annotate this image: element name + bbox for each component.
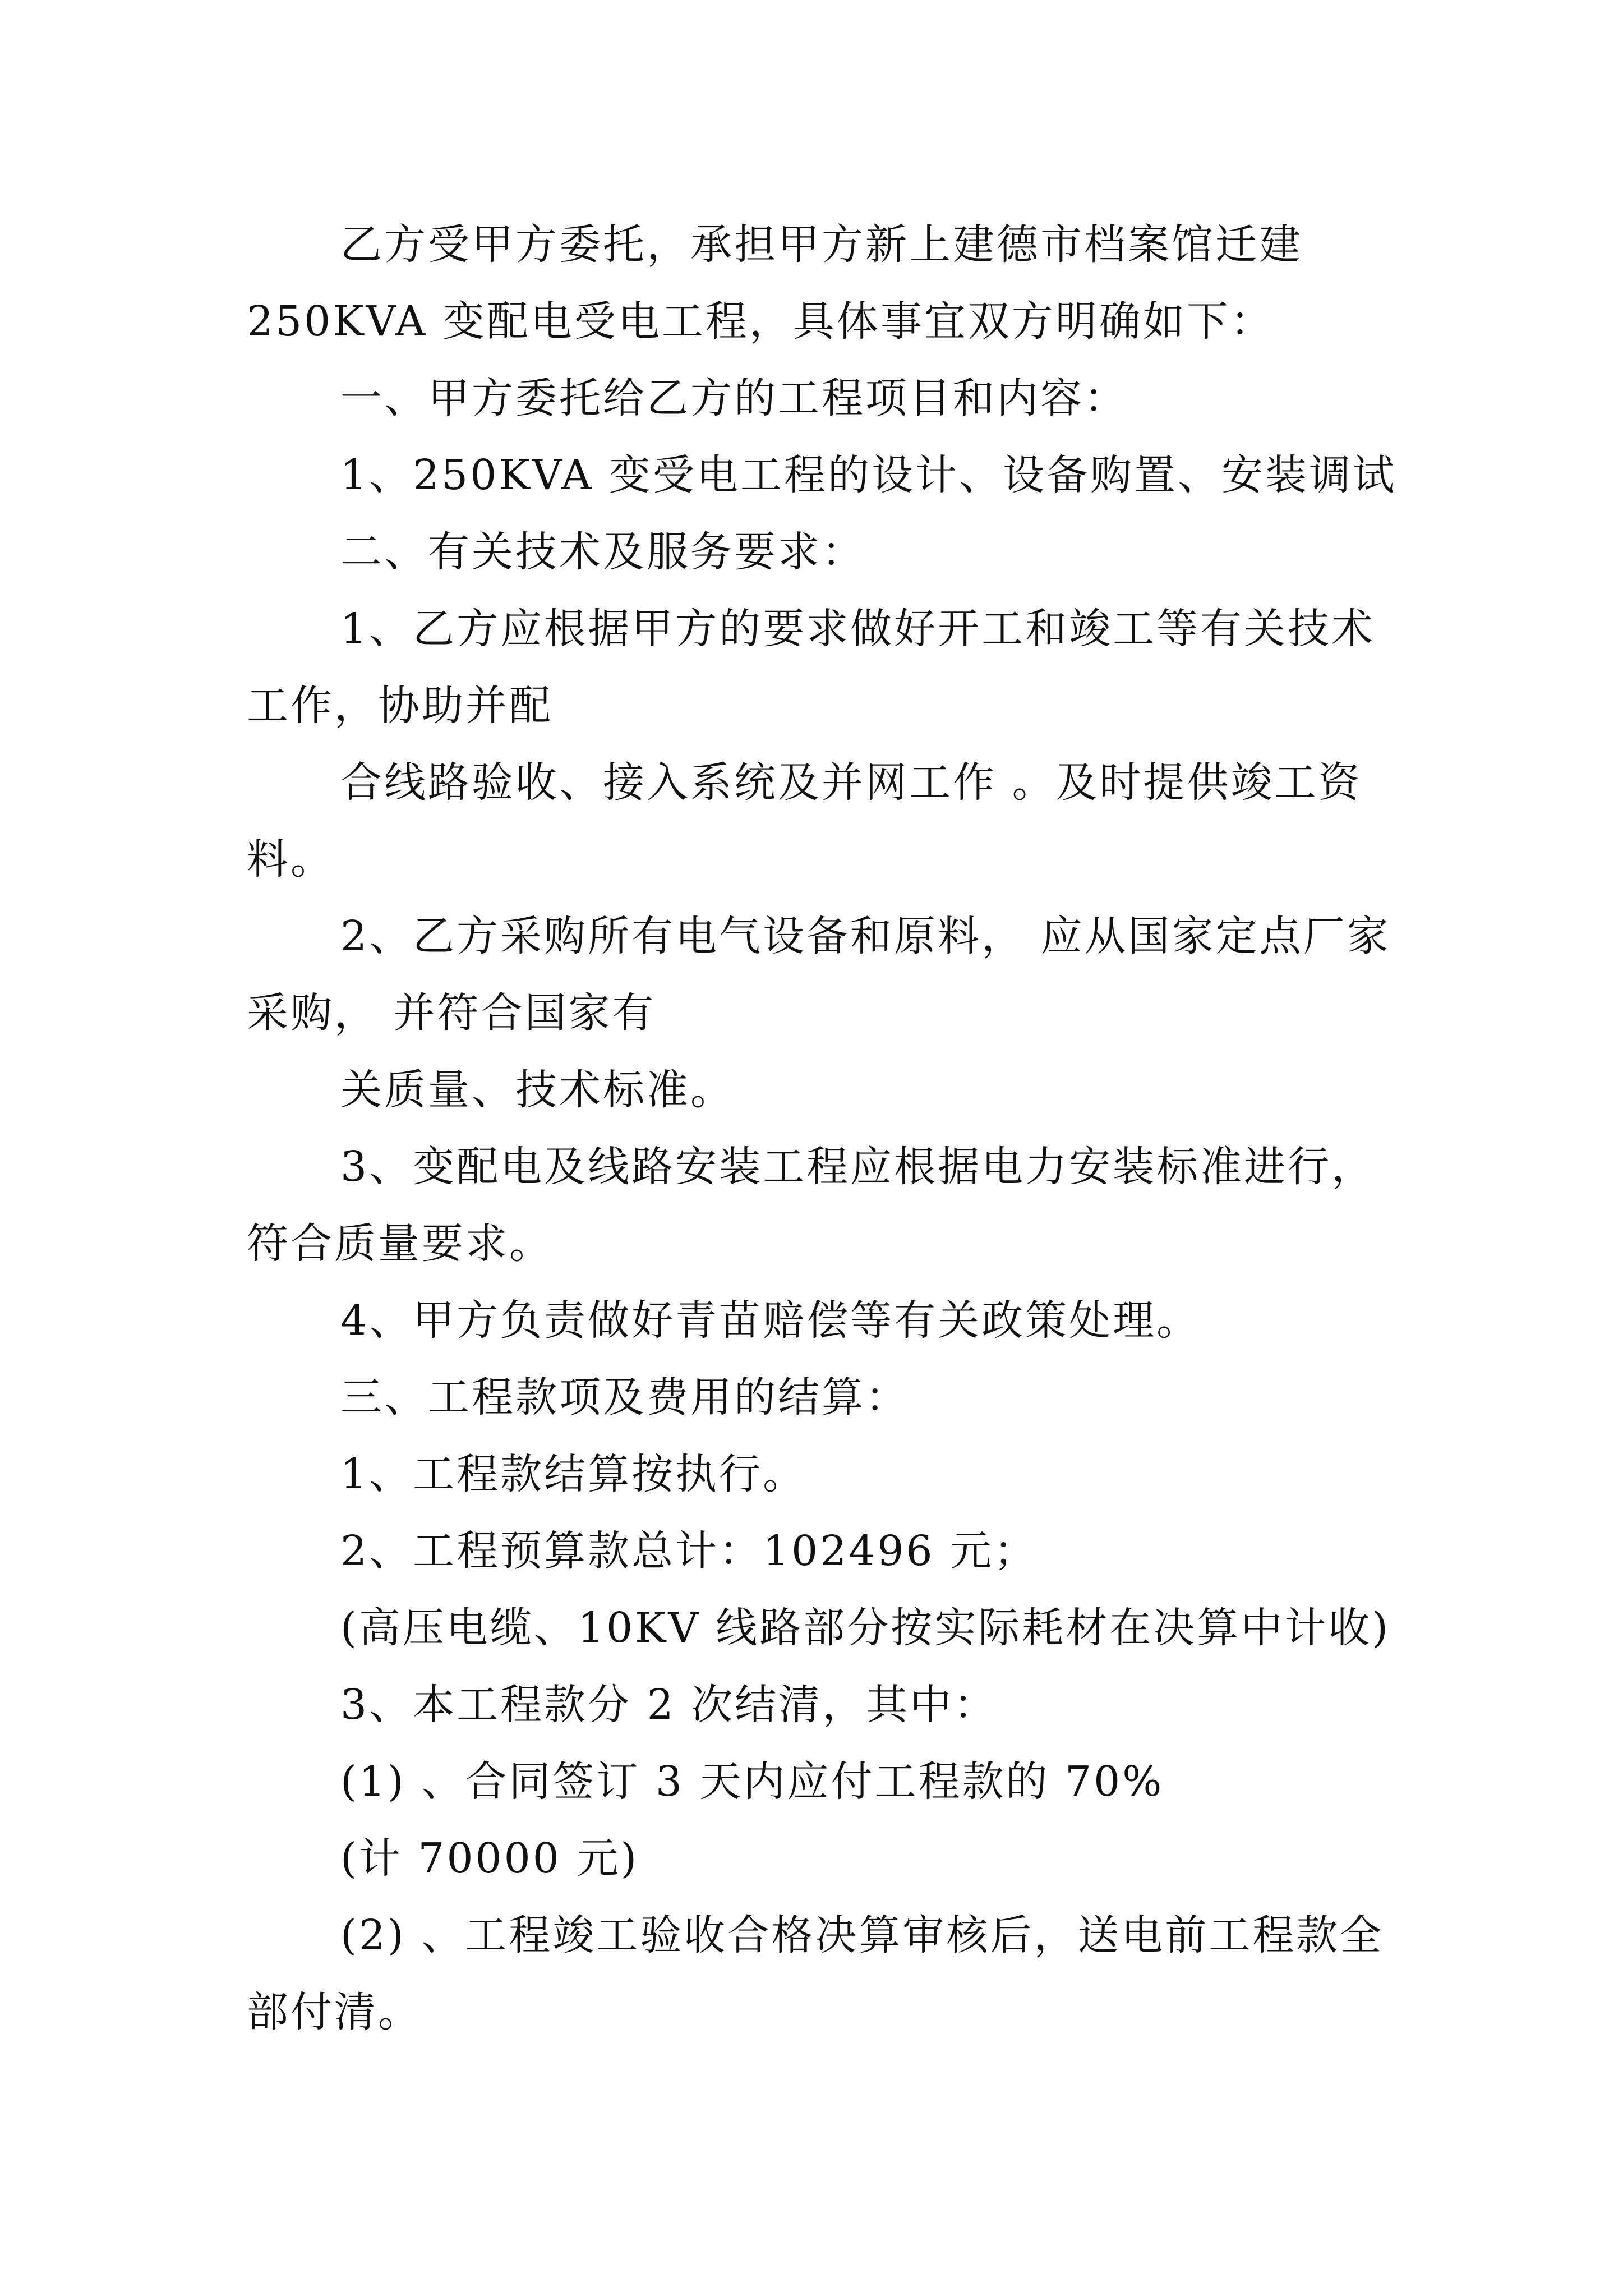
list-item: 1、工程款结算按执行。 [340, 1450, 807, 1498]
paragraph-line: 工作，协助并配 [247, 682, 553, 730]
section-heading: 一、甲方委托给乙方的工程项目和内容： [340, 374, 1128, 422]
list-item: 1、乙方应根据甲方的要求做好开工和竣工等有关技术 [340, 605, 1376, 653]
paragraph-line: (高压电缆、10KV 线路部分按实际耗材在决算中计收) [340, 1604, 1391, 1652]
paragraph-line: 250KVA 变配电受电工程，具体事宜双方明确如下： [247, 297, 1274, 346]
paragraph-line: 符合质量要求。 [247, 1220, 553, 1268]
list-item: 2、工程预算款总计：102496 元； [340, 1527, 1038, 1575]
section-heading: 二、有关技术及服务要求： [340, 528, 865, 576]
paragraph-line: 部付清。 [247, 1988, 422, 2036]
list-item: (2) 、工程竣工验收合格决算审核后，送电前工程款全 [340, 1911, 1384, 1959]
list-item: 1、250KVA 变受电工程的设计、设备购置、安装调试 [340, 451, 1396, 499]
paragraph-line: (计 70000 元) [340, 1834, 639, 1883]
list-item: 2、乙方采购所有电气设备和原料， 应从国家定点厂家 [340, 912, 1391, 960]
list-item: 3、本工程款分 2 次结清，其中： [340, 1681, 998, 1729]
section-heading: 三、工程款项及费用的结算： [340, 1373, 909, 1421]
paragraph-line: 乙方受甲方委托，承担甲方新上建德市档案馆迁建 [340, 220, 1303, 269]
paragraph-line: 采购， 并符合国家有 [247, 989, 656, 1037]
paragraph-line: 关质量、技术标准。 [340, 1066, 734, 1114]
paragraph-line: 合线路验收、接入系统及并网工作 。及时提供竣工资 [340, 758, 1362, 807]
paragraph-line: 料。 [247, 835, 334, 884]
list-item: 4、甲方负责做好青苗赔偿等有关政策处理。 [340, 1296, 1201, 1345]
list-item: 3、变配电及线路安装工程应根据电力安装标准进行， [340, 1143, 1376, 1191]
list-item: (1) 、合同签订 3 天内应付工程款的 70% [340, 1757, 1164, 1806]
